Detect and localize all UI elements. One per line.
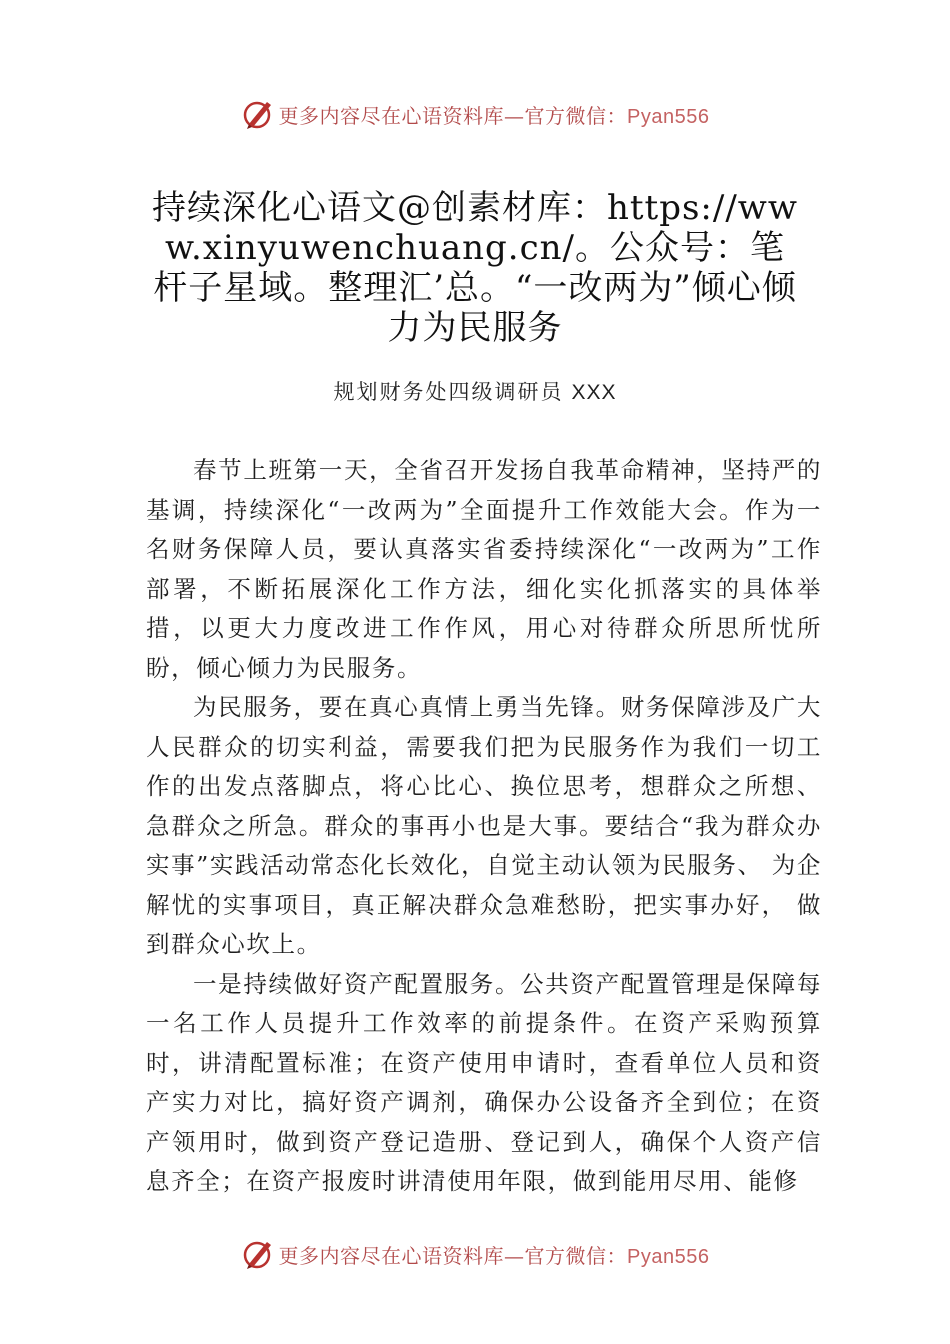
paragraph: 春节上班第一天，全省召开发扬自我革命精神，坚持严的基调，持续深化“一改两为”全面提升工作效能大会。作为一名财务保障人员，要认真落实省委持续深化“一改两为”工作部署，不断拓展深化工作方法，细化实化抓落实的具体举措，以更大力度改进工作作风，用心对待群众所思所忧所盼，倾心倾力为民服务。 bbox=[146, 456, 822, 682]
footer-banner bbox=[0, 1232, 950, 1276]
author-line bbox=[0, 376, 950, 406]
header-wechat-id: Pyan556 bbox=[627, 105, 710, 128]
paragraph: 为民服务，要在真心真情上勇当先锋。财务保障涉及广大人民群众的切实利益，需要我们把为民服务作为我们一切工作的出发点落脚点，将心比心、换位思考，想群众之所想、急群众之所急。群众的事再小也是大事。要结合“我为群众办实事”实践活动常态化长效化，自觉主动认领为民服务、 为企解忧的实事项目，真正解决群众急难愁盼，把实事办好， 做到群众心坎上。 bbox=[146, 693, 822, 958]
pen-logo-icon bbox=[241, 96, 277, 132]
pen-logo-icon bbox=[241, 1236, 277, 1272]
footer-banner-text: 更多内容尽在心语资料库—官方微信：Pyan556 bbox=[278, 1243, 710, 1268]
paragraph: 一是持续做好资产配置服务。公共资产配置管理是保障每一名工作人员提升工作效率的前提条件。在资产采购预算时，讲清配置标准；在资产使用申请时，查看单位人员和资产实力对比，搞好资产调剂，确保办公设备齐全到位；在资产领用时，做到资产登记造册、登记到人，确保个人资产信息齐全；在资产报废时讲清使用年限，做到能用尽用、能修 bbox=[146, 969, 822, 1195]
document-title: 持续深化心语文@创素材库：https://www.xinyuwenchuang.cn/。公众号：笔杆子星域。整理汇’总。“一改两为”倾心倾力为民服务 bbox=[151, 188, 798, 348]
author-position: 规划财务处四级调研员 bbox=[333, 380, 564, 404]
header-banner bbox=[0, 92, 950, 136]
document-body bbox=[146, 451, 822, 1202]
header-banner-text: 更多内容尽在心语资料库—官方微信：Pyan556 bbox=[278, 103, 710, 128]
footer-wechat-id: Pyan556 bbox=[627, 1245, 710, 1268]
author-name: XXX bbox=[571, 381, 617, 404]
